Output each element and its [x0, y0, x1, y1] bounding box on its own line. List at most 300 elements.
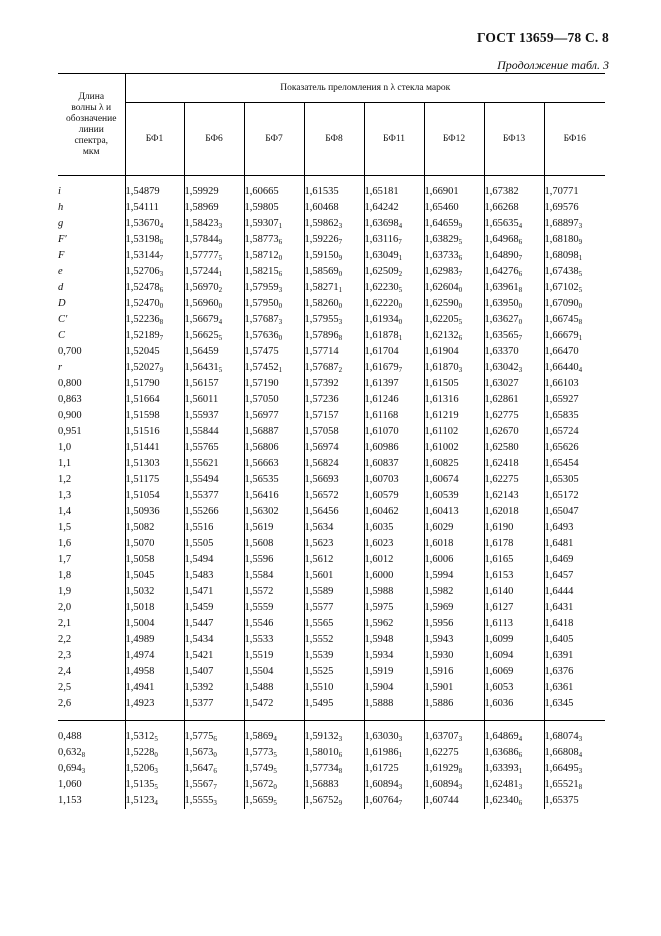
index-value-cell: 1,65927 — [544, 392, 605, 408]
index-value-cell: $1,5123_4$ — [125, 795, 158, 807]
index-value-cell: 1,5982 — [424, 584, 484, 600]
index-value-subscript: 0 — [278, 302, 283, 310]
index-value-cell: $1,63030_3$ — [364, 729, 424, 745]
index-value-cell: 1,65047 — [544, 504, 605, 520]
table-row — [58, 216, 605, 232]
index-value-subscript: 3 — [398, 735, 403, 743]
index-value-cell: 1,50936 — [125, 506, 160, 517]
wavelength-cell: 0,900 — [58, 408, 125, 424]
index-value-cell: 1,61316 — [424, 392, 484, 408]
wavelength-header-line: Длина — [78, 91, 105, 102]
index-value-cell: 1,62275 — [424, 745, 484, 761]
index-value-subscript: 2 — [398, 270, 403, 278]
glass-grade-header: БФ16 — [544, 103, 605, 176]
index-value-cell: 1,6391 — [544, 648, 605, 664]
wavelength-cell: 1,9 — [58, 584, 125, 600]
index-value-cell: $1,57734_8$ — [304, 761, 364, 777]
index-value-cell: 1,5018 — [125, 602, 155, 613]
index-value-subscript: 0 — [278, 254, 283, 262]
spacer-cell — [424, 721, 484, 730]
index-value-cell: $1,62205_5$ — [424, 312, 484, 328]
index-value-subscript: 3 — [154, 767, 158, 775]
index-value-cell: 1,56977 — [244, 408, 304, 424]
index-value-cell: 1,6006 — [424, 552, 484, 568]
table-row — [58, 264, 605, 280]
index-value-cell: 1,5901 — [424, 680, 484, 696]
index-value-cell: 1,51054 — [125, 490, 160, 501]
index-value-cell: $1,66745_8$ — [544, 312, 605, 328]
table-row — [58, 584, 605, 600]
index-value-cell: $1,57244_1$ — [184, 264, 244, 280]
index-value-cell: 1,5943 — [424, 632, 484, 648]
index-value-subscript: 5 — [273, 751, 277, 759]
spacer-cell — [244, 176, 304, 185]
wavelength-header-line: спектра, — [74, 135, 109, 146]
index-value-subscript: 3 — [518, 366, 523, 374]
index-value-cell: 1,51516 — [125, 426, 160, 437]
index-value-cell: 1,6113 — [484, 616, 544, 632]
spacer-cell — [244, 712, 304, 721]
index-value-cell: 1,57050 — [244, 392, 304, 408]
index-value-cell: $1,52478_6$ — [125, 282, 164, 294]
section-separator — [58, 721, 605, 730]
index-value-cell: 1,5459 — [184, 600, 244, 616]
index-value-cell: $1,62509_2$ — [364, 264, 424, 280]
index-value-cell: 1,6345 — [544, 696, 605, 712]
index-value-subscript: 1 — [218, 270, 223, 278]
index-value-subscript: 0 — [458, 286, 463, 294]
index-value-cell: 1,56806 — [244, 440, 304, 456]
index-value-cell: $1,59132_3$ — [304, 729, 364, 745]
index-value-cell: $1,57687_2$ — [304, 360, 364, 376]
glass-grade-header: БФ1 — [125, 103, 184, 176]
index-value-cell: 1,5045 — [125, 570, 155, 581]
index-value-subscript: 5 — [273, 767, 277, 775]
index-value-cell: 1,59805 — [244, 200, 304, 216]
index-value-subscript: 1 — [518, 767, 523, 775]
index-value-subscript: 7 — [458, 270, 463, 278]
index-value-cell: $1,68897_3$ — [544, 216, 605, 232]
index-value-subscript: 4 — [159, 222, 164, 230]
index-value-cell: $1,62604_0$ — [424, 280, 484, 296]
index-value-cell: 1,5969 — [424, 600, 484, 616]
index-value-cell: 1,62418 — [484, 456, 544, 472]
wavelength-cell: i — [58, 184, 125, 200]
index-value-cell: $1,61986_1$ — [364, 745, 424, 761]
index-value-cell: 1,6405 — [544, 632, 605, 648]
index-value-cell: 1,56693 — [304, 472, 364, 488]
index-value-cell: 1,56459 — [184, 344, 244, 360]
index-value-cell: 1,57392 — [304, 376, 364, 392]
wavelength-cell: 2,3 — [58, 648, 125, 664]
index-value-subscript: 8 — [338, 334, 343, 342]
index-value-cell: 1,6165 — [484, 552, 544, 568]
index-value-subscript: 0 — [398, 318, 403, 326]
index-value-cell: 1,6493 — [544, 520, 605, 536]
spacer-cell — [184, 712, 244, 721]
index-value-cell: $1,57687_3$ — [244, 312, 304, 328]
index-value-cell: 1,51175 — [125, 474, 160, 485]
index-value-subscript: 6 — [278, 270, 283, 278]
index-value-subscript: 7 — [398, 366, 403, 374]
wavelength-cell: 0,800 — [58, 376, 125, 392]
table-row — [58, 296, 605, 312]
index-value-subscript: 3 — [338, 222, 343, 230]
index-value-cell: 1,56011 — [184, 392, 244, 408]
index-value-subscript: 0 — [218, 302, 223, 310]
index-value-cell: 1,58969 — [184, 200, 244, 216]
index-value-cell: 1,5421 — [184, 648, 244, 664]
index-value-cell: 1,4941 — [125, 682, 155, 693]
index-value-cell: 1,64242 — [364, 200, 424, 216]
index-value-cell: $1,66440_4$ — [544, 360, 605, 376]
table-row — [58, 680, 605, 696]
index-value-cell: 1,62275 — [484, 472, 544, 488]
index-value-cell: $1,58773_6$ — [244, 232, 304, 248]
index-value-cell: $1,59150_9$ — [304, 248, 364, 264]
index-value-subscript: 1 — [398, 254, 403, 262]
spacer-cell — [544, 712, 605, 721]
index-value-cell: 1,60825 — [424, 456, 484, 472]
index-value-cell: 1,51664 — [125, 394, 160, 405]
index-value-cell: 1,55937 — [184, 408, 244, 424]
index-value-cell: $1,56431_5$ — [184, 360, 244, 376]
index-value-subscript: 0 — [338, 270, 343, 278]
index-value-cell: $1,58010_6$ — [304, 745, 364, 761]
index-value-cell: $1,62481_3$ — [484, 777, 544, 793]
index-value-cell: $1,61679_7$ — [364, 360, 424, 376]
index-value-subscript: 6 — [518, 799, 523, 807]
index-value-cell: $1,62230_5$ — [364, 280, 424, 296]
table-row — [58, 504, 605, 520]
glass-grade-header: БФ13 — [484, 103, 544, 176]
spacer-cell — [125, 721, 184, 730]
index-value-cell: 1,6153 — [484, 568, 544, 584]
index-value-cell: 1,56887 — [244, 424, 304, 440]
index-value-cell: 1,5504 — [244, 664, 304, 680]
index-value-subscript: 0 — [159, 302, 164, 310]
index-value-cell: 1,69576 — [544, 200, 605, 216]
index-value-cell: 1,5082 — [125, 522, 155, 533]
index-value-cell: $1,68180_9$ — [544, 232, 605, 248]
wavelength-subscript: 8 — [81, 751, 86, 759]
index-value-cell: 1,6023 — [364, 536, 424, 552]
index-value-subscript: 0 — [458, 302, 463, 310]
index-value-cell: 1,5533 — [244, 632, 304, 648]
index-value-cell: 1,5070 — [125, 538, 155, 549]
index-value-cell: 1,62861 — [484, 392, 544, 408]
index-value-cell: 1,5495 — [304, 696, 364, 712]
spacer-cell — [125, 176, 184, 185]
spacer-cell — [364, 712, 424, 721]
index-value-subscript: 3 — [458, 735, 463, 743]
index-value-subscript: 5 — [578, 270, 583, 278]
index-value-cell: 1,6035 — [364, 520, 424, 536]
index-value-cell: 1,61535 — [304, 184, 364, 200]
index-value-subscript: 0 — [578, 302, 583, 310]
refractive-index-group-header: Показатель преломления n λ стекла марок — [125, 74, 605, 103]
spacer-cell — [424, 176, 484, 185]
table-row — [58, 520, 605, 536]
index-value-cell: 1,66901 — [424, 184, 484, 200]
wavelength-cell: C — [58, 328, 125, 344]
index-value-cell: 1,56572 — [304, 488, 364, 504]
index-value-subscript: 4 — [154, 799, 158, 807]
wavelength-cell: 0,488 — [58, 729, 125, 745]
index-value-subscript: 2 — [338, 366, 343, 374]
index-value-cell: $1,63049_1$ — [364, 248, 424, 264]
index-value-cell: 1,65626 — [544, 440, 605, 456]
wavelength-cell: 1,4 — [58, 504, 125, 520]
index-value-cell: 1,51598 — [125, 410, 160, 421]
index-value-subscript: 1 — [578, 334, 583, 342]
index-value-subscript: 3 — [458, 783, 463, 791]
table-row — [58, 440, 605, 456]
index-value-cell: $1,52236_8$ — [125, 314, 164, 326]
index-value-subscript: 5 — [458, 238, 463, 246]
index-value-cell: $1,60894_3$ — [424, 777, 484, 793]
index-value-cell: $1,63042_3$ — [484, 360, 544, 376]
index-value-subscript: 9 — [338, 254, 343, 262]
index-value-cell: 1,6069 — [484, 664, 544, 680]
index-value-cell: 1,56416 — [244, 488, 304, 504]
index-value-cell: 1,5525 — [304, 664, 364, 680]
index-value-cell: 1,61219 — [424, 408, 484, 424]
index-value-cell: $1,58215_6$ — [244, 264, 304, 280]
index-value-cell: 1,61070 — [364, 424, 424, 440]
index-value-cell: 1,5888 — [364, 696, 424, 712]
index-value-cell: 1,5519 — [244, 648, 304, 664]
index-value-cell: $1,61878_1$ — [364, 328, 424, 344]
spacer-cell — [304, 176, 364, 185]
index-value-cell: $1,57844_9$ — [184, 232, 244, 248]
spacer-cell — [184, 721, 244, 730]
index-value-cell: 1,5994 — [424, 568, 484, 584]
index-value-cell: 1,60468 — [304, 200, 364, 216]
index-value-cell: 1,5623 — [304, 536, 364, 552]
index-value-cell: $1,63393_1$ — [484, 761, 544, 777]
index-value-subscript: 6 — [159, 286, 164, 294]
index-value-cell: 1,59929 — [184, 184, 244, 200]
index-value-cell: 1,5447 — [184, 616, 244, 632]
index-value-subscript: 3 — [398, 783, 403, 791]
index-value-cell: 1,67382 — [484, 184, 544, 200]
refractive-index-table — [58, 73, 605, 809]
glass-grade-header: БФ11 — [364, 103, 424, 176]
index-value-cell: 1,60665 — [244, 184, 304, 200]
index-value-subscript: 0 — [154, 751, 158, 759]
index-value-cell: 1,5962 — [364, 616, 424, 632]
wavelength-cell: 2,4 — [58, 664, 125, 680]
index-value-cell: 1,61246 — [364, 392, 424, 408]
index-value-cell: $1,53144_7$ — [125, 250, 164, 262]
index-value-subscript: 4 — [518, 222, 523, 230]
index-value-subscript: 6 — [458, 334, 463, 342]
index-value-cell: $1,64659_9$ — [424, 216, 484, 232]
index-value-cell: $1,60894_3$ — [364, 777, 424, 793]
wavelength-cell: d — [58, 280, 125, 296]
index-value-cell: $1,66495_3$ — [544, 761, 605, 777]
index-value-subscript: 6 — [458, 254, 463, 262]
wavelength-cell: 1,060 — [58, 777, 125, 793]
index-value-cell: $1,58271_1$ — [304, 280, 364, 296]
index-value-cell: 1,5930 — [424, 648, 484, 664]
index-value-cell: $1,53198_6$ — [125, 234, 164, 246]
wavelength-cell: 0,863 — [58, 392, 125, 408]
index-value-subscript: 6 — [213, 767, 217, 775]
index-value-cell: 1,56663 — [244, 456, 304, 472]
index-value-cell: 1,5919 — [364, 664, 424, 680]
index-value-cell: 1,61704 — [364, 344, 424, 360]
table-row — [58, 232, 605, 248]
index-value-subscript: 9 — [159, 366, 164, 374]
index-value-subscript: 8 — [578, 783, 583, 791]
index-value-subscript: 8 — [578, 318, 583, 326]
index-value-cell: $1,62132_6$ — [424, 328, 484, 344]
spacer-cell — [304, 721, 364, 730]
index-value-cell: 1,61904 — [424, 344, 484, 360]
spacer-cell — [58, 721, 125, 730]
table-row — [58, 552, 605, 568]
index-value-cell: 1,60462 — [364, 504, 424, 520]
index-value-subscript: 5 — [218, 254, 223, 262]
glass-grade-header: БФ7 — [244, 103, 304, 176]
index-value-cell: 1,6036 — [484, 696, 544, 712]
table-row — [58, 729, 605, 745]
index-value-cell: 1,5886 — [424, 696, 484, 712]
wavelength-column-header — [58, 74, 125, 176]
index-value-cell: 1,6012 — [364, 552, 424, 568]
index-value-cell: 1,60986 — [364, 440, 424, 456]
index-value-cell: 1,5483 — [184, 568, 244, 584]
index-value-cell: $1,67438_5$ — [544, 264, 605, 280]
index-value-subscript: 0 — [273, 783, 277, 791]
index-value-cell: $1,58569_0$ — [304, 264, 364, 280]
index-value-cell: $1,52706_3$ — [125, 266, 164, 278]
index-value-cell: $1,63116_7$ — [364, 232, 424, 248]
index-value-cell: $1,63733_6$ — [424, 248, 484, 264]
index-value-cell: $1,57955_3$ — [304, 312, 364, 328]
index-value-cell: 1,60674 — [424, 472, 484, 488]
index-value-cell: 1,61505 — [424, 376, 484, 392]
wavelength-subscript: 3 — [81, 767, 86, 775]
index-value-cell: 1,5956 — [424, 616, 484, 632]
index-value-cell: 1,5546 — [244, 616, 304, 632]
index-value-cell: $1,5567_7$ — [184, 777, 244, 793]
index-value-cell: $1,5673_0$ — [184, 745, 244, 761]
index-value-subscript: 7 — [398, 799, 403, 807]
index-value-subscript: 9 — [338, 799, 343, 807]
index-value-cell: $1,59226_7$ — [304, 232, 364, 248]
index-value-subscript: 0 — [338, 302, 343, 310]
index-value-cell: 1,6361 — [544, 680, 605, 696]
table-row — [58, 392, 605, 408]
index-value-subscript: 3 — [338, 318, 343, 326]
wavelength-cell: r — [58, 360, 125, 376]
index-value-cell: 1,5596 — [244, 552, 304, 568]
spacer-cell — [304, 712, 364, 721]
index-value-cell: $1,5672_0$ — [244, 777, 304, 793]
index-value-cell: 1,5510 — [304, 680, 364, 696]
table-row — [58, 280, 605, 296]
index-value-cell: $1,5775_6$ — [184, 729, 244, 745]
index-value-cell: 1,56302 — [244, 504, 304, 520]
index-value-cell: 1,61397 — [364, 376, 424, 392]
index-value-cell: 1,61168 — [364, 408, 424, 424]
table-row — [58, 360, 605, 376]
index-value-cell: 1,62018 — [484, 504, 544, 520]
index-value-cell: $1,56625_5$ — [184, 328, 244, 344]
index-value-subscript: 1 — [398, 334, 403, 342]
table-row — [58, 376, 605, 392]
index-value-subscript: 6 — [278, 238, 283, 246]
spacer-cell — [58, 712, 125, 721]
index-value-subscript: 6 — [518, 238, 523, 246]
index-value-cell: 1,60539 — [424, 488, 484, 504]
spacer-cell — [544, 721, 605, 730]
index-value-subscript: 9 — [578, 238, 583, 246]
spacer-cell — [544, 176, 605, 185]
index-value-cell: 1,5975 — [364, 600, 424, 616]
table-row — [58, 408, 605, 424]
wavelength-cell: $0,632_8$ — [58, 745, 125, 761]
index-value-subscript: 7 — [518, 334, 523, 342]
wavelength-cell: F′ — [58, 232, 125, 248]
index-value-cell: 1,65835 — [544, 408, 605, 424]
index-value-subscript: 3 — [278, 286, 283, 294]
index-value-cell: 1,70771 — [544, 184, 605, 200]
wavelength-cell: 1,0 — [58, 440, 125, 456]
index-value-subscript: 3 — [338, 735, 343, 743]
index-value-cell: 1,62580 — [484, 440, 544, 456]
index-value-cell: 1,55266 — [184, 504, 244, 520]
index-value-cell: 1,57236 — [304, 392, 364, 408]
table-continuation-note: Продолжение табл. 3 — [497, 58, 609, 72]
index-value-cell: $1,5555_3$ — [184, 793, 244, 809]
index-value-cell: $1,58712_0$ — [244, 248, 304, 264]
index-value-cell: 1,5494 — [184, 552, 244, 568]
index-value-subscript: 8 — [338, 767, 343, 775]
index-value-cell: 1,5471 — [184, 584, 244, 600]
index-value-cell: $1,63686_6$ — [484, 745, 544, 761]
wavelength-cell: 1,1 — [58, 456, 125, 472]
index-value-cell: 1,6418 — [544, 616, 605, 632]
index-value-cell: 1,5934 — [364, 648, 424, 664]
index-value-cell: 1,66103 — [544, 376, 605, 392]
index-value-cell: 1,5539 — [304, 648, 364, 664]
index-value-subscript: 4 — [218, 318, 223, 326]
wavelength-cell: 2,5 — [58, 680, 125, 696]
index-value-cell: 1,5589 — [304, 584, 364, 600]
index-value-cell: 1,5505 — [184, 536, 244, 552]
spacer-row — [58, 712, 605, 721]
index-value-cell: 1,57058 — [304, 424, 364, 440]
index-value-subscript: 9 — [458, 222, 463, 230]
index-value-cell: 1,65305 — [544, 472, 605, 488]
index-value-cell: $1,63565_7$ — [484, 328, 544, 344]
index-value-cell: $1,63627_0$ — [484, 312, 544, 328]
index-value-cell: 1,60703 — [364, 472, 424, 488]
index-value-subscript: 0 — [518, 302, 523, 310]
index-value-cell: 1,4974 — [125, 650, 155, 661]
index-value-cell: 1,63370 — [484, 344, 544, 360]
index-value-cell: 1,57714 — [304, 344, 364, 360]
index-value-cell: 1,56535 — [244, 472, 304, 488]
index-value-cell: $1,64276_6$ — [484, 264, 544, 280]
index-value-cell: 1,6376 — [544, 664, 605, 680]
index-value-cell: 1,5634 — [304, 520, 364, 536]
index-value-cell: 1,62143 — [484, 488, 544, 504]
